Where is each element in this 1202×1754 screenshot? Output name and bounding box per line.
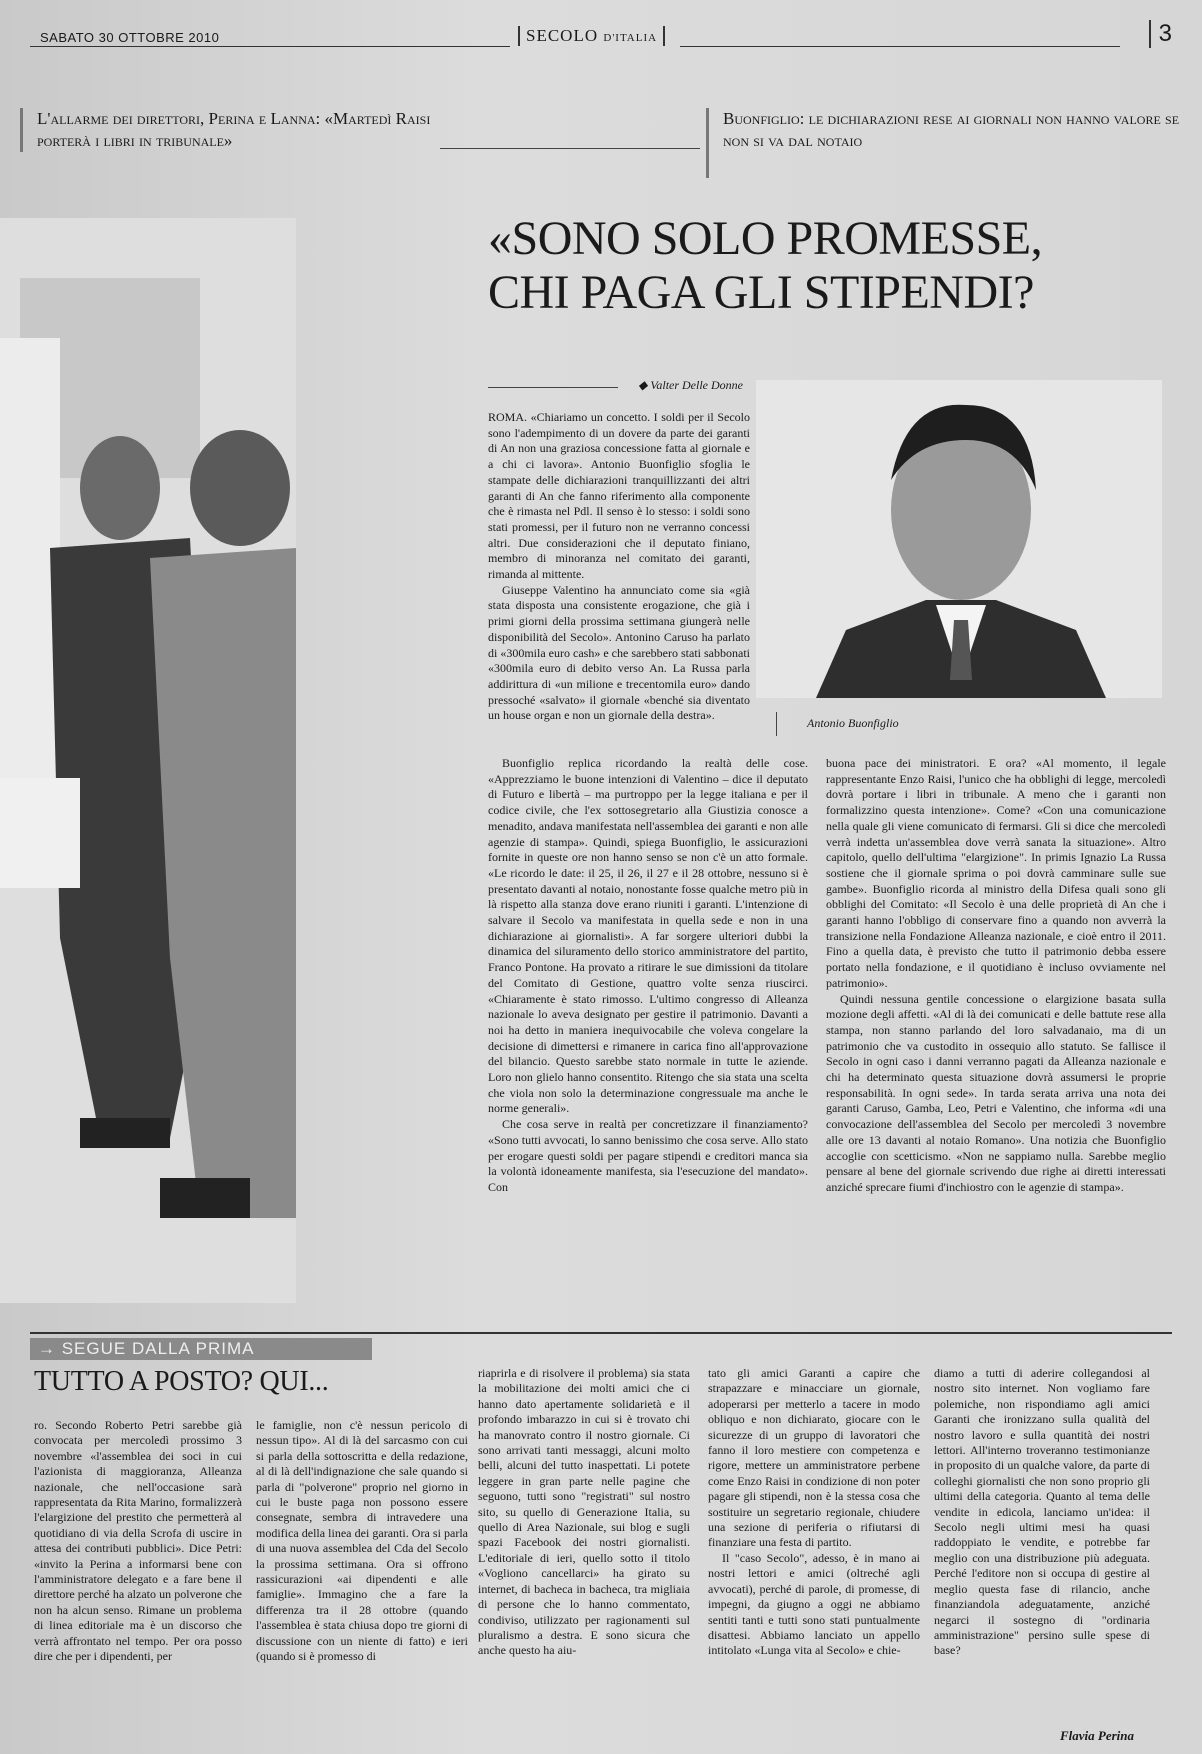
article-paragraph: Buonfiglio replica ricordando la realtà delle cose. «Apprezziamo le buone intenzioni di Valentino – dice il deputato di Futuro e libertà – ma purtroppo per la legge italiana e per il codice civile, che l'ex sottosegretario alla Giustizia conosce a menadito, andava manifestata nell'assemblea dei garanti e non alle agenzie di stampa». Quindi, spiega Buonfiglio, le assicurazioni fornite in queste ore non hanno senso se non c'è un atto formale. «Le ricordo le date: il 25, il 26, il 27 e il 28 ottobre, nessuno si è presentato davanti al notaio, nonostante fosse qualche metro più in là rispetto alla stanza dove erano riuniti i garanti. L'intenzione di salvare il Secolo va manifestata in quella sede e non in una dichiarazione ai giornalisti». A far sorgere ulteriori dubbi la dinamica del siluramento dello storico amministratore del partito, Franco Pontone. Ha provato a ritirare le sue dimissioni da titolare del Comitato di Gestione, quattro volte senza riuscirci. «Chiaramente è stato rimosso. L'ultimo congresso di Alleanza nazionale lo aveva designato per gestire il patrimonio. Davanti a noi ha detto in maniera inequivocabile che voleva congelare la decisione di dimettersi e rimanere in carica fino all'approvazione del bilancio. Questo sarebbe stato normale in tutte le aziende. Loro non glielo hanno consentito. Ritengo che sia stata una scelta che viola non solo la determinazione congressuale ma anche le norme generali».: [488, 756, 808, 1116]
editorial-column-1: [34, 1418, 242, 1665]
photo-people: [0, 218, 296, 1303]
segue-label: → SEGUE DALLA PRIMA: [30, 1338, 372, 1360]
article-paragraph: Che cosa serve in realtà per concretizzare il finanziamento? «Sono tutti avvocati, lo sanno benissimo che cosa serve. Allo stato per erogare questi soldi per pagare stipendi e creditori manca sia la volontà idoneamente manifesta, sia l'esecuzione del mandato». Con: [488, 1117, 808, 1194]
editorial-paragraph: diamo a tutti di aderire collegandosi al nostro sito internet. Non vogliamo fare polemiche, non rispondiamo agli amici Garanti che ironizzano sulla qualità del nostro lavoro e sulla quantità dei nostri lettori. All'interno troveranno testimonianze in proposito di un qualche valore, da parte di colleghi giornalisti che non sono proprio gli ultimi della categoria. Quanto al tema delle vendite in edicola, lanciamo un'idea: il Secolo negli ultimi mesi ha quasi raddoppiato le vendite, e potrebbe far meglio con una distribuzione più adeguata. Perché l'editore non si occupa di gestire al meglio questa fase di rilancio, anche finanziandola adeguatamente, anziché negarci il sostegno di "ordinaria amministrazione" persino sulle spese di base?: [934, 1366, 1150, 1658]
editorial-signature: Flavia Perina: [1060, 1728, 1135, 1743]
kicker-divider: [440, 148, 700, 149]
article-column-1: [488, 410, 750, 724]
section-divider: [30, 1332, 1172, 1334]
editorial-paragraph: Il "caso Secolo", adesso, è in mano ai nostri lettori e amici (oltreché agli avvocati), perché di parole, di promesse, di impegni, da giugno a oggi ne abbiamo sentiti tanti e tutti sono stati puntualmente disattesi. Abbiamo lanciato un appello intitolato «Lunga vita al Secolo» e chie-: [708, 1550, 920, 1658]
photo-portrait: [756, 380, 1162, 698]
editorial-paragraph: riaprirla e di risolvere il problema) sia stata la mobilitazione dei molti amici che ci hanno dato apertamente solidarietà e il profondo imbarazzo in cui si è trovato chi ha manovrato contro il nostro giornale. Ci sono arrivati tanti messaggi, alcuni molto belli, alcuni del tutto inaspettati. Li potete leggere in gran parte nelle pagine che seguono, tutti sono "registrati" sul nostro sito, su quello di Generazione Italia, su quello di Area Nazionale, sui blog e sugli spazi Facebook dei nostri giornalisti. L'editoriale di ieri, quello sotto il titolo «Vogliono cancellarci» ha girato su internet, di bacheca in bacheca, tra migliaia di persone che lo hanno commentato, condiviso, utilizzato per ragionamenti sul pluralismo a destra. E sono sicura che anche questo ha aiu-: [478, 1366, 690, 1658]
headline: [488, 212, 1178, 320]
headline-line-1: «SONO SOLO PROMESSE,: [488, 212, 1043, 265]
issue-date: SABATO 30 OTTOBRE 2010: [40, 30, 220, 45]
photo-people-illustration: [0, 218, 296, 1303]
article-paragraph: Quindi nessuna gentile concessione o elargizione basata sulla mozione degli affetti. «Al di là dei comunicati e delle battute rese alla stampa, non stanno parlando del loro salvadanaio, ma di un patrimonio che va custodito in ossequio allo statuto. Se fallisce il Secolo in ogni caso i danni verranno pagati da Alleanza nazionale e chi ha determinato questa situazione dovrà assumersi le proprie responsabilità. In ogni sede». In tarda serata arriva una nota dei garanti Caruso, Gamba, Leo, Petri e Valentino, che informa «di una convocazione dell'assemblea del Secolo per mercoledì 3 novembre alle ore 13 davanti al notaio Romano». Una notizia che Buonfiglio accoglie con scetticismo. «Non ne sappiamo nulla. Sarebbe meglio pensare al bene del giornale scrivendo due righe ai diretti interessati anziché sprecare fiumi d'inchiostro con le agenzie di stampa».: [826, 991, 1166, 1194]
editorial-paragraph: le famiglie, non c'è nessun pericolo di nessun tipo». Al di là del sarcasmo con cui si parla della sottoscritta e della redazione, al di là dell'indignazione che sale quando si parla di "polverone" proprio nel giorno in cui le buste paga non possono essere consegnate, sembra di intravedere una modifica della linea dei garanti. Ora si parla di una nuova assemblea del Cda del Secolo la prossima settimana. Ora si offrono rassicurazioni «ai dipendenti e alle famiglie». Immagino che a fare la differenza tra il 28 ottobre (quando l'assemblea è stata chiusa dopo tre giorni di discussione con un niente di fatto) e ieri (quando si è promesso di: [256, 1418, 468, 1664]
masthead-rule-right: [680, 46, 1120, 47]
editorial-paragraph: tato gli amici Garanti a capire che strapazzare e minacciare un giornale, adoperarsi per metterlo a tacere in modo obliquo e non dichiarato, giocare con le sicurezze di un gruppo di lavoratori che fanno il loro mestiere con competenza e rigore, mettere un amministratore perbene come Enzo Raisi in condizione di non poter pagare gli stipendi, non è la stessa cosa che sostituire un segretario regionale, chiudere una sezione di periferia o rifiutarsi di finanziare una festa di partito.: [708, 1366, 920, 1550]
portrait-illustration: [756, 380, 1162, 698]
article-paragraph: buona pace dei ministratori. E ora? «Al momento, il legale rappresentante Enzo Raisi, l'unico che ha obblighi di legge, mercoledì dovrà portare i libri in tribunale. A meno che i garanti non formalizzino questa intenzione». Come? «Con una comunicazione nella quale gli viene comunicato di fermarsi. Gli si dice che mercoledì verrà indetta un'assemblea dove verrà sanata la situazione». Altro capitolo, quello dell'ultima "elargizione". In primis Ignazio La Russa sostiene che il giornale sprima o poi dovrà camminare sulle sue gambe». Buonfiglio ricorda al ministro della Difesa quali sono gli obblighi del Comitato: «Il Secolo è una delle proprietà di An che i garanti hanno l'obbligo di conservare fino a quando non avverrà la transizione nella Fondazione Alleanza nazionale, e cioè entro il 2011. Fino a quella data, è previsto che tutto il patrimonio debba essere portato nella fondazione, e il quotidiano è incluso ovviamente nel patrimonio».: [826, 756, 1166, 990]
article-column-3: [826, 756, 1166, 1196]
headline-line-2: CHI PAGA GLI STIPENDI?: [488, 266, 1034, 319]
article-column-2: [488, 756, 808, 1196]
editorial-paragraph: ro. Secondo Roberto Petri sarebbe già convocata per mercoledì prossimo 3 novembre «l'assemblea dei soci in cui l'azionista di maggioranza, Alleanza nazionale, che nell'occasione sarà rappresentata da Rita Marino, formalizzerà l'elargizione del prestito che permetterà al quotidiano di via della Scrofa di uscire in attesa dei contributi pubblici». Dice Petri: «invito la Perina a informarsi bene con l'amministratore delegato e a fare bene il direttore perché ha alzato un polverone che non ha alcun senso. Rimane un problema di linea editoriale ma è un discorso che verrà affrontato nel tempo. Per ora posso dire che per i dipendenti, per: [34, 1418, 242, 1664]
newspaper-name-main: SECOLO: [526, 26, 599, 45]
masthead: [30, 20, 1172, 54]
editorial-column-3: [478, 1366, 690, 1659]
kicker-left: L'allarme dei direttori, Perina e Lanna: «Martedì Raisi porterà i libri in tribunale»: [20, 108, 467, 152]
article-paragraph: Giuseppe Valentino ha annunciato come sia «già stata disposta una consistente erogazione, che già i primi giorni della prossima settimana giungerà nelle disponibilità del Secolo». Antonino Caruso ha parlato di «300mila euro cash» e che sarebbero stati sabbonati «300mila euro di debito verso An. La Russa parla addirittura di «un milione e trecentomila euro» dando pressoché «salvato» il giornale «benché sia diventato un house organ e non un giornale della destra».: [488, 582, 750, 723]
page-number: 3: [1149, 20, 1172, 48]
editorial-column-2: [256, 1418, 468, 1665]
masthead-rule-left: [30, 46, 510, 47]
editorial-column-4: [708, 1366, 920, 1659]
second-article-title: TUTTO A POSTO? QUI...: [34, 1366, 329, 1397]
photo-caption: Antonio Buonfiglio: [776, 712, 899, 736]
editorial-column-5: [934, 1366, 1150, 1659]
kicker-right: Buonfiglio: le dichiarazioni rese ai giornali non hanno valore se non si va dal notaio: [706, 108, 1193, 178]
byline: ◆ Valter Delle Donne: [488, 378, 743, 398]
newspaper-name-suffix: D'ITALIA: [603, 32, 658, 44]
newspaper-name: [518, 26, 665, 46]
article-paragraph: ROMA. «Chiariamo un concetto. I soldi per il Secolo sono l'adempimento di un dovere da parte dei garanti di An non una graziosa concessione fatta al giornale e a chi ci lavora». Antonio Buonfiglio sfoglia le stampate delle dichiarazioni tranquillizzanti dei altri garanti di An che fanno riferimento alla componente che è rimasta nel Pdl. Il senso è lo stesso: i soldi sono stati promessi, per il futuro non ne verranno concessi altri. Due considerazioni che il deputato finiano, membro di minoranza nel comitato dei garanti, rimanda al mittente.: [488, 410, 750, 582]
